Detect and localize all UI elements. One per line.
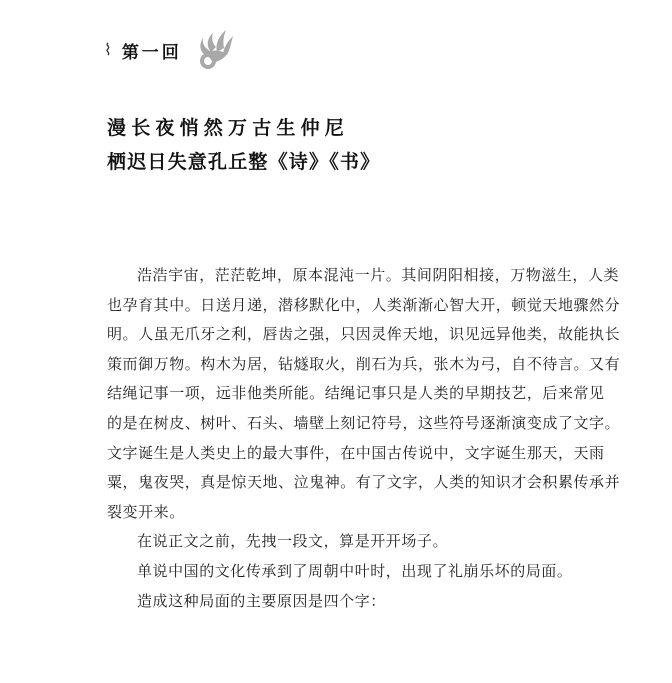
body-text bbox=[107, 261, 621, 616]
text-line: 粟，鬼夜哭，真是惊天地、泣鬼神。有了文字，人类的知识才会积累传承并 bbox=[107, 473, 621, 492]
chapter-header bbox=[104, 30, 182, 70]
text-line: 文字诞生是人类史上的最大事件，在中国古传说中，文字诞生那天，天雨 bbox=[107, 443, 605, 462]
paragraph-2: 在说正文之前，先拽一段文，算是开开场子。 bbox=[137, 532, 449, 551]
text-line: 裂变开来。 bbox=[107, 502, 185, 521]
text-line: 的是在树皮、树叶、石头、墙壁上刻记符号，这些符号逐渐演变成了文字。 bbox=[107, 413, 621, 432]
text-line: 策而御万物。构木为居，钻燧取火，削石为兵，张木为弓，自不待言。又有 bbox=[107, 354, 621, 373]
chapter-label: 第一回 bbox=[121, 42, 182, 63]
text-line: 明。人虽无爪牙之利，唇齿之强，只因灵侔天地，识见远异他类，故能执长 bbox=[107, 325, 621, 344]
title-line-1: 漫长夜悄然万古生仲尼 bbox=[107, 117, 350, 139]
title-line-2: 栖迟日失意孔丘整《诗》《书》 bbox=[107, 151, 381, 173]
paragraph-4: 造成这种局面的主要原因是四个字： bbox=[137, 591, 386, 610]
chapter-title bbox=[107, 111, 380, 179]
text-line: 也孕育其中。日送月递，潜移默化中，人类渐渐心智大开，顿觉天地骤然分 bbox=[107, 295, 621, 314]
chapter-mark: ⌇ bbox=[104, 40, 112, 59]
text-line: 浩浩宇宙，茫茫乾坤，原本混沌一片。其间阴阳相接，万物滋生，人类 bbox=[137, 266, 620, 284]
text-line: 结绳记事一项，远非他类所能。结绳记事只是人类的早期技艺，后来常见 bbox=[107, 384, 605, 403]
paragraph-3: 单说中国的文化传承到了周朝中叶时，出现了礼崩乐坏的局面。 bbox=[137, 561, 573, 580]
paragraph-1 bbox=[107, 261, 621, 527]
flame-icon bbox=[193, 26, 237, 70]
